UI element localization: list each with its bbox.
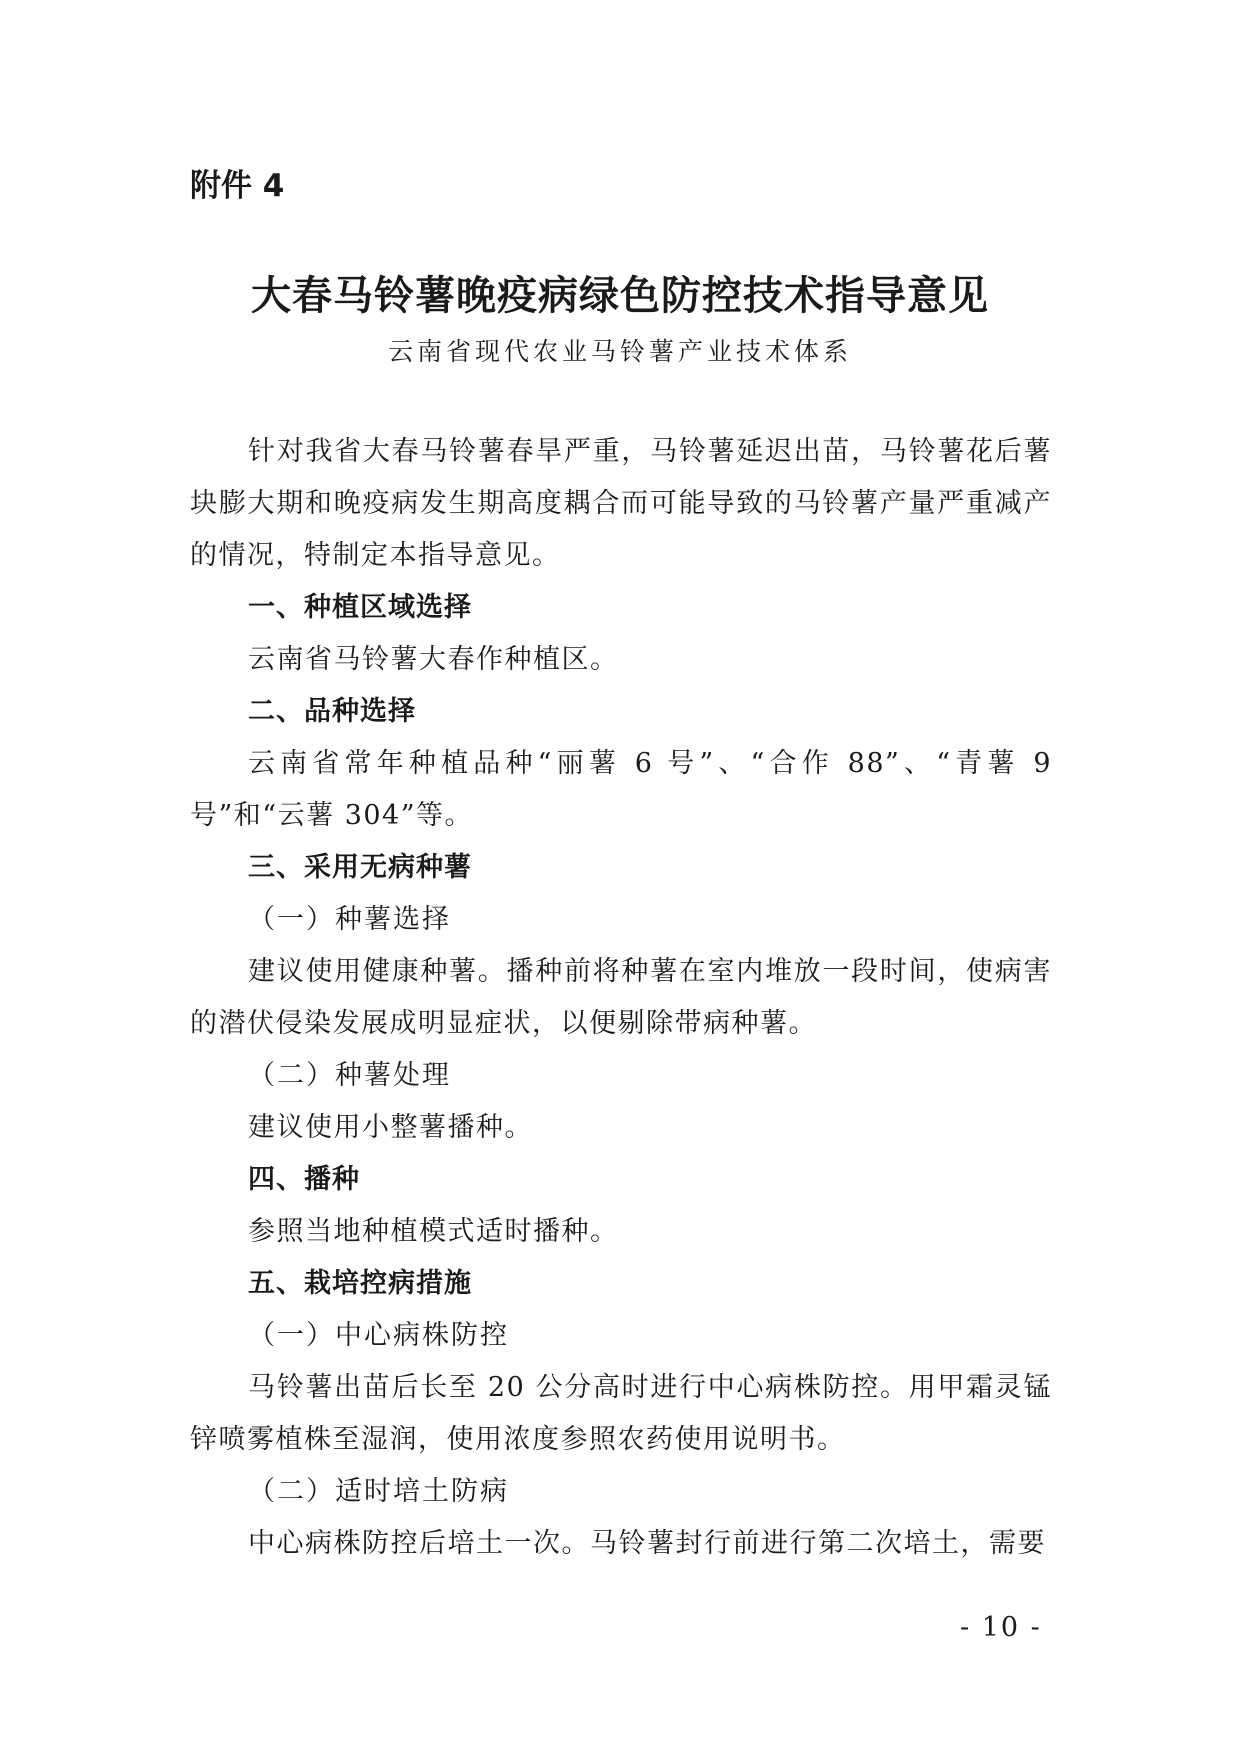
subsection-heading-5-1: （一）中心病株防控 bbox=[248, 1320, 509, 1351]
subsection-heading-3-2: （二）种薯处理 bbox=[248, 1060, 451, 1091]
document-title: 大春马铃薯晚疫病绿色防控技术指导意见 bbox=[251, 272, 989, 319]
section-heading-2: 二、品种选择 bbox=[248, 696, 416, 727]
section-heading-4: 四、播种 bbox=[248, 1164, 360, 1195]
document-body bbox=[190, 426, 1052, 1570]
intro-paragraph: 针对我省大春马铃薯春旱严重，马铃薯延迟出苗，马铃薯花后薯块膨大期和晚疫病发生期高度耦合而可能导致的马铃薯产量严重减产的情况，特制定本指导意见。 bbox=[190, 436, 1052, 571]
section-text-1: 云南省马铃薯大春作种植区。 bbox=[248, 644, 619, 675]
subsection-text-5-1: 马铃薯出苗后长至 20 公分高时进行中心病株防控。用甲霜灵锰锌喷雾植株至湿润，使用浓度参照农药使用说明书。 bbox=[190, 1372, 1052, 1455]
subsection-text-3-1: 建议使用健康种薯。播种前将种薯在室内堆放一段时间，使病害的潜伏侵染发展成明显症状，以便剔除带病种薯。 bbox=[190, 956, 1052, 1039]
section-text-4: 参照当地种植模式适时播种。 bbox=[248, 1216, 619, 1247]
section-text-2: 云南省常年种植品种“丽薯 6 号”、“合作 88”、“青薯 9 号”和“云薯 304”等。 bbox=[190, 748, 1052, 831]
section-heading-3: 三、采用无病种薯 bbox=[248, 852, 472, 883]
subsection-heading-5-2: （二）适时培土防病 bbox=[248, 1476, 509, 1507]
attachment-label: 附件 4 bbox=[190, 168, 285, 204]
page-number: - 10 - bbox=[960, 1612, 1042, 1643]
subsection-heading-3-1: （一）种薯选择 bbox=[248, 904, 451, 935]
subsection-text-3-2: 建议使用小整薯播种。 bbox=[248, 1112, 533, 1143]
document-subtitle: 云南省现代农业马铃薯产业技术体系 bbox=[387, 337, 852, 366]
section-heading-5: 五、栽培控病措施 bbox=[248, 1268, 472, 1299]
section-heading-1: 一、种植区域选择 bbox=[248, 592, 472, 623]
subsection-text-5-2: 中心病株防控后培土一次。马铃薯封行前进行第二次培土，需要 bbox=[248, 1528, 1046, 1559]
